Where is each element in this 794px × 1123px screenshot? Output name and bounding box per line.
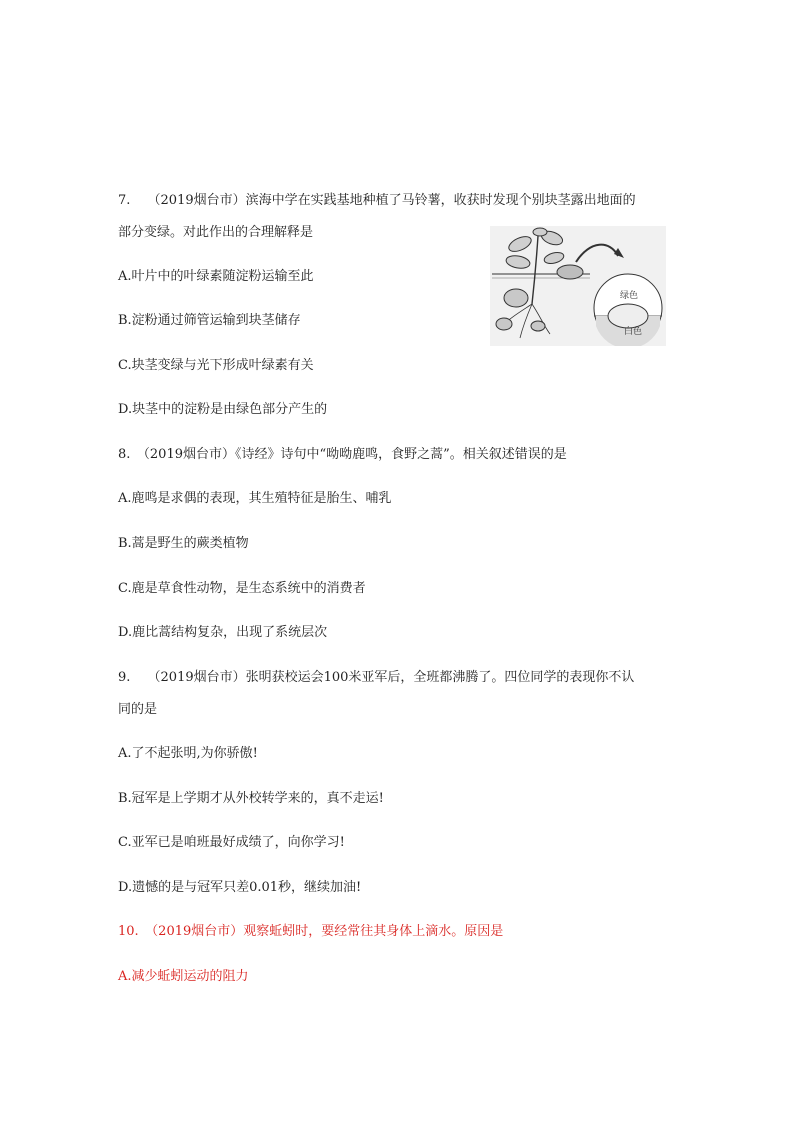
question-9-option-b: B.冠军是上学期才从外校转学来的，真不走运! bbox=[118, 791, 384, 806]
question-7-option-c: C.块茎变绿与光下形成叶绿素有关 bbox=[118, 358, 314, 373]
question-7-option-a: A.叶片中的叶绿素随淀粉运输至此 bbox=[118, 269, 314, 284]
question-8-option-a: A.鹿鸣是求偶的表现，其生殖特征是胎生、哺乳 bbox=[118, 491, 392, 506]
figure-label-white: 白色 bbox=[624, 327, 643, 337]
question-10-option-a: A.减少蚯蚓运动的阻力 bbox=[118, 969, 249, 984]
question-7-line-2: 部分变绿。对此作出的合理解释是 bbox=[118, 225, 314, 240]
question-7-line-1: 7. （2019烟台市）滨海中学在实践基地种植了马铃薯，收获时发现个别块茎露出地面的 bbox=[118, 193, 636, 208]
question-10-line-1: 10. （2019烟台市）观察蚯蚓时，要经常往其身体上滴水。原因是 bbox=[118, 924, 504, 939]
question-8-option-b: B.蒿是野生的蕨类植物 bbox=[118, 536, 249, 551]
potato-plant-figure bbox=[490, 226, 666, 346]
question-9-option-c: C.亚军已是咱班最好成绩了，向你学习! bbox=[118, 835, 345, 850]
question-7-option-d: D.块茎中的淀粉是由绿色部分产生的 bbox=[118, 402, 328, 417]
question-9-line-2: 同的是 bbox=[118, 702, 158, 717]
question-9-option-d: D.遗憾的是与冠军只差0.01秒，继续加油! bbox=[118, 880, 362, 895]
figure-label-green: 绿色 bbox=[620, 291, 639, 301]
question-8-option-c: C.鹿是草食性动物，是生态系统中的消费者 bbox=[118, 581, 366, 596]
question-9-line-1: 9. （2019烟台市）张明获校运会100米亚军后，全班都沸腾了。四位同学的表现你不认 bbox=[118, 670, 635, 685]
question-7-option-b: B.淀粉通过筛管运输到块茎储存 bbox=[118, 313, 301, 328]
question-8-option-d: D.鹿比蒿结构复杂，出现了系统层次 bbox=[118, 625, 328, 640]
question-8-line-1: 8. （2019烟台市）《诗经》诗句中“呦呦鹿鸣，食野之蒿”。相关叙述错误的是 bbox=[118, 447, 567, 462]
question-9-option-a: A.了不起张明,为你骄傲! bbox=[118, 746, 258, 761]
